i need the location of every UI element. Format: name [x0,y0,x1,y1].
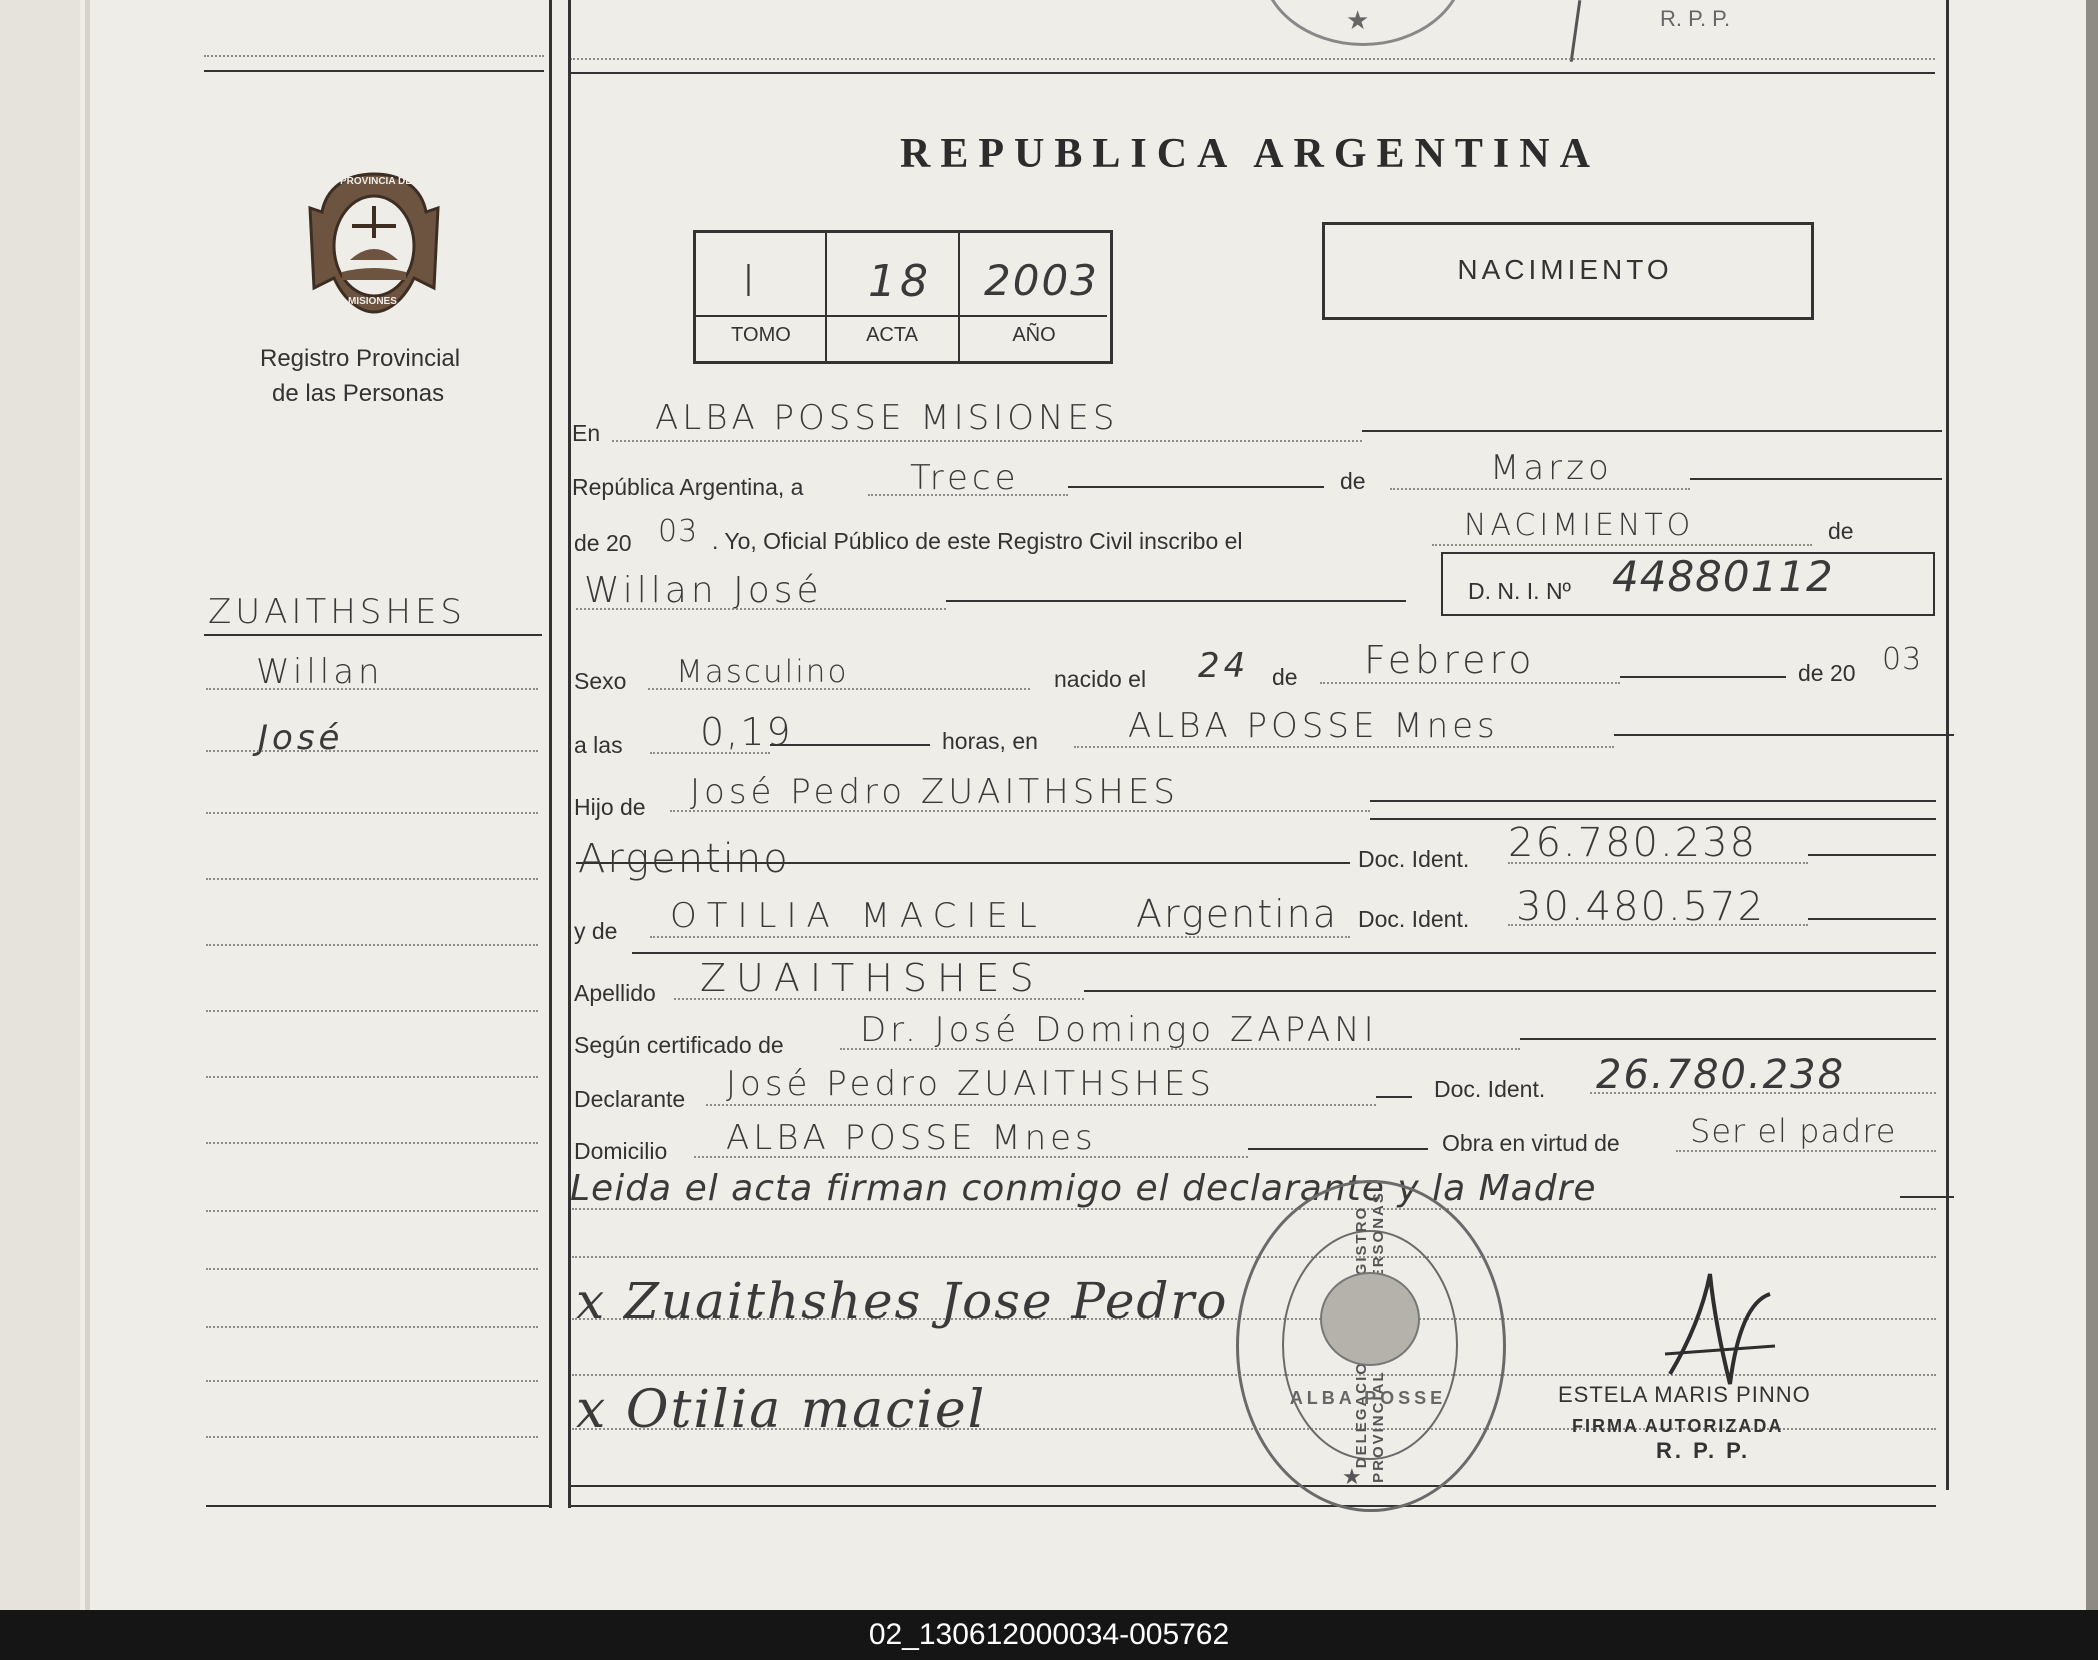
obra-value: Ser el padre [1690,1112,1897,1150]
birth-day: 24 [1198,646,1250,686]
birth-place: ALBA POSSE Mnes [1128,706,1499,746]
month-rule [1390,488,1690,490]
declarante-doc-rule [1590,1092,1936,1094]
mother-doc-rule [1508,924,1808,926]
margin-surname: ZUAITHSHES [208,592,467,632]
father-doc-label: Doc. Ident. [1358,846,1470,872]
form-bottom-rule-2 [570,1505,1936,1507]
declarante-doc: 26.780.238 [1596,1052,1846,1098]
republica-label: República Argentina, a [572,474,804,500]
birth-place-rule [1074,746,1614,748]
father-doc-rule-solid [1808,854,1936,856]
sexo-label: Sexo [574,668,627,694]
certificado-value: Dr. José Domingo ZAPANI [860,1010,1378,1050]
year-value: 03 [658,514,699,549]
margin-rule-6 [206,1010,538,1012]
dni-value: 44880112 [1612,552,1834,601]
seal-text-bottom: MISIONES [348,296,397,307]
name-rule-solid [946,600,1406,602]
father-signature: x Zuaithshes Jose Pedro [576,1272,1229,1330]
father-nationality-rule [576,862,1350,864]
top-stamp-text: R. P. P. [1660,6,1731,31]
registry-name-line2: de las Personas [272,380,445,407]
form-bottom-rule [570,1485,1936,1487]
margin-rule-7 [206,1076,538,1078]
obra-label: Obra en virtud de [1442,1130,1620,1156]
nacido-label: nacido el [1054,666,1147,692]
father-doc: 26.780.238 [1508,820,1758,866]
margin-rule-11 [206,1326,538,1328]
father-nationality: Argentino [578,836,790,882]
page-edge [2086,0,2098,1610]
hijo-label: Hijo de [574,794,646,820]
act-type-rule [1432,544,1812,546]
month-value: Marzo [1490,448,1613,488]
registry-name-line1: Registro Provincial [260,345,461,372]
top-left-rule [204,55,544,57]
birth-month-rule-solid [1620,676,1786,678]
top-left-rule-solid [204,70,544,72]
mother-doc-label: Doc. Ident. [1358,906,1470,932]
ano-value: 2003 [984,256,1099,305]
certificado-rule-solid [1520,1038,1936,1040]
en-value: ALBA POSSE MISIONES [655,398,1119,438]
margin-rule-2 [206,750,538,752]
hour-rule-solid [770,744,930,746]
margin-rule-4 [206,878,538,880]
apellido-value: ZUAITHSHES [700,956,1044,1000]
act-type-label: NACIMIENTO [1457,254,1673,285]
en-label: En [572,420,601,446]
ano-label: AÑO [1012,324,1056,346]
form-left-border [568,0,571,1508]
stamp-center-text: ALBA POSSE [1289,1388,1447,1408]
stamp-emblem-icon [1320,1272,1420,1366]
apellido-label: Apellido [574,980,656,1006]
margin-name2: José [258,718,344,758]
hour-value: 0,19 [700,710,793,754]
declarante-label: Declarante [574,1086,686,1112]
mother-name: OTILIA MACIEL [670,896,1047,936]
horas-label: horas, en [942,728,1038,754]
tomo-value: I [742,256,759,307]
obra-rule [1676,1150,1936,1152]
declarante-value: José Pedro ZUAITHSHES [726,1064,1215,1104]
tomo-label: TOMO [731,324,791,346]
year2-prefix: de 20 [1798,660,1856,686]
province-seal-logo [304,168,444,318]
domicilio-label: Domicilio [574,1138,668,1164]
name-value: Willan José [584,570,823,611]
hour-rule [650,752,770,754]
act-type-value: NACIMIENTO [1464,508,1695,543]
en-rule-solid [1362,430,1942,432]
document-id-bar [0,1610,2098,1660]
margin-rule-5 [206,944,538,946]
father-name-rule-solid [1370,800,1936,802]
declarante-rule-solid [1376,1096,1412,1098]
margin-surname-underline [204,634,542,636]
month-rule-solid [1690,478,1942,480]
closing-line: Leida el acta firman conmigo el declarante y la Madre [570,1168,1597,1209]
top-right-rule [570,58,1935,60]
day-value: Trece [910,458,1020,498]
de-label-3: de [1272,664,1298,690]
signature-rule-1 [572,1256,1936,1258]
document-title: REPUBLICA ARGENTINA [900,131,1600,177]
closing-rule [572,1208,1936,1210]
margin-rule-8 [206,1142,538,1144]
declarante-rule [706,1104,1376,1106]
acta-label: ACTA [866,324,918,346]
declarante-doc-label: Doc. Ident. [1434,1076,1546,1102]
stamp-star-icon: ★ [1342,1464,1362,1489]
margin-name1: Willan [256,652,384,692]
apellido-rule [674,998,1084,1000]
sexo-rule [648,688,1030,690]
mother-doc-rule-solid [1808,918,1936,920]
birth-month: Febrero [1364,638,1536,682]
year-prefix: de 20 [574,530,632,556]
birth-year: 03 [1882,642,1923,677]
apellido-rule-solid [1084,990,1936,992]
page-binding [85,0,90,1610]
margin-rule-12 [206,1380,538,1382]
seal-text-top: PROVINCIA DE [340,176,412,187]
domicilio-rule-solid [1248,1148,1428,1150]
margin-rule-3 [206,812,538,814]
dni-label: D. N. I. Nº [1468,578,1571,604]
margin-rule-1 [206,688,538,690]
registry-box-hrule [696,315,1107,317]
en-rule [612,440,1362,442]
official-role: FIRMA AUTORIZADA [1572,1416,1784,1436]
day-rule [868,494,1068,496]
domicilio-rule [694,1156,1248,1158]
top-right-rule-solid [570,72,1935,74]
certificado-rule [840,1048,1520,1050]
form-right-border [1946,0,1949,1490]
margin-bottom-rule [206,1505,550,1507]
day-rule-solid [1068,486,1324,488]
birth-month-rule [1320,682,1620,684]
margin-rule-10 [206,1268,538,1270]
mother-signature: x Otilia maciel [576,1380,987,1440]
alas-label: a las [574,732,623,758]
sexo-value: Masculino [676,654,849,690]
acta-value: 18 [868,256,932,307]
margin-rule-9 [206,1210,538,1212]
de-label: de [1340,468,1366,494]
father-name: José Pedro ZUAITHSHES [690,772,1179,812]
mother-name-rule [650,936,1350,938]
official-org: R. P. P. [1656,1438,1751,1463]
closing-rule-solid [1900,1196,1954,1198]
father-doc-rule [1508,862,1808,864]
certificado-label: Según certificado de [574,1032,784,1058]
inscribe-label: . Yo, Oficial Público de este Registro Civil inscribo el [712,528,1243,554]
mother-nationality: Argentina [1136,892,1339,936]
official-name: ESTELA MARIS PINNO [1558,1382,1811,1407]
yde-label: y de [574,918,618,944]
mother-doc: 30.480.572 [1516,884,1766,930]
margin-rule-13 [206,1436,538,1438]
document-id: 02_130612000034-005762 [868,1618,1230,1651]
domicilio-value: ALBA POSSE Mnes [726,1118,1097,1158]
top-stamp-star-icon: ★ [1346,5,1370,35]
de-label-2: de [1828,518,1854,544]
father-name-rule [670,810,1370,812]
mother-rule-2 [632,952,1936,954]
name-rule [576,608,946,610]
birth-place-rule-solid [1614,734,1954,736]
left-panel-border [549,0,552,1508]
